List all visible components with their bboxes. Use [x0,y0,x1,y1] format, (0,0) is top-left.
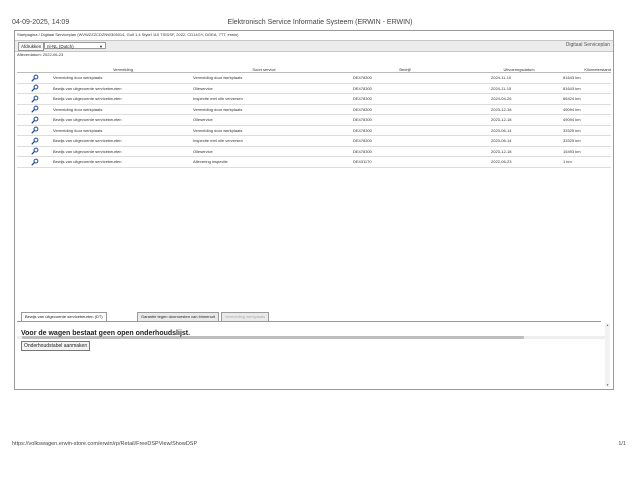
cell-vermelding: Bewijs van uitgevoerde servicebeurten [53,146,193,157]
cell-soort-service: Vermelding door werkplaats [193,104,335,115]
table-row[interactable] [17,115,611,126]
cell-vermelding: Bewijs van uitgevoerde servicebeurten [53,136,193,147]
delivery-date: Afleverdatum: 2022-06-23 [17,52,64,57]
cell-kilometerstand: 15493 km [563,146,611,157]
magnifier-icon[interactable] [31,126,39,134]
row-icon-cell[interactable] [17,104,53,115]
table-row[interactable] [17,136,611,147]
scroll-down-icon[interactable]: ▼ [606,383,609,387]
cell-vermelding: Bewijs van uitgevoerde servicebeurten [53,115,193,126]
col-header-bedrijf[interactable]: Bedrijf [335,60,475,73]
cell-datum: 2023-12-18 [475,115,563,126]
magnifier-icon[interactable] [31,147,39,155]
row-icon-cell[interactable] [17,73,53,84]
row-icon-cell[interactable] [17,125,53,136]
cell-vermelding: Vermelding door werkplaats [53,104,193,115]
detail-panel [17,321,601,388]
table-row[interactable] [17,94,611,105]
cell-datum: 2023-06-14 [475,125,563,136]
cell-kilometerstand: 81643 km [563,83,611,94]
status-message: Voor de wagen bestaat geen open onderhoudslijst. [21,330,191,337]
toolbar-title: Digitaal Serviceplan [565,42,610,48]
magnifier-icon[interactable] [31,95,39,103]
cell-datum: 2023-12-18 [475,104,563,115]
cell-bedrijf: DE478300 [335,73,475,84]
main-frame [14,30,614,390]
magnifier-icon[interactable] [31,105,39,113]
cell-vermelding: Vermelding door werkplaats [53,73,193,84]
cell-kilometerstand: 49094 km [563,115,611,126]
cell-vermelding: Bewijs van uitgevoerde servicebeurten [53,94,193,105]
breadcrumb: Startpagina / Digitaal Serviceplan (WVWZZZCDZNW305014, Golf 1.4 Styleİ 110 TSIDSF, 2022, CD14GY, DGEA, 7TT, erwin) [17,32,239,37]
row-icon-cell[interactable] [17,83,53,94]
create-maintenance-table-button[interactable]: Onderhoudstabel aanmaken [21,341,90,351]
cell-soort-service: Olieservice [193,115,335,126]
cell-kilometerstand: 33325 km [563,136,611,147]
tab-servicebeurten[interactable]: Bewijs van uitgevoerde servicebeurten (DT) [21,312,107,322]
table-row[interactable] [17,146,611,157]
table-header-row [17,60,611,73]
cell-datum: 2024-04-26 [475,94,563,105]
cell-soort-service: Olieservice [193,146,335,157]
cell-kilometerstand: 33325 km [563,125,611,136]
cell-vermelding: Bewijs van uitgevoerde servicebeurten [53,83,193,94]
magnifier-icon[interactable] [31,74,39,82]
cell-datum: 2023-12-18 [475,146,563,157]
page-title: Elektronisch Service Informatie Systeem (ERWIN - ERWIN) [227,19,413,26]
magnifier-icon[interactable] [31,137,39,145]
service-table [17,60,611,168]
cell-bedrijf: DE478300 [335,136,475,147]
vertical-scrollbar[interactable] [605,323,610,387]
cell-soort-service: Vermelding door werkplaats [193,125,335,136]
footer-url: https://volkswagen.erwin-store.com/erwin/rp/Retail/FreeDSPView/ShowDSP [12,441,198,447]
row-icon-cell[interactable] [17,115,53,126]
cell-bedrijf: DE478300 [335,115,475,126]
cell-kilometerstand: 1 km [563,157,611,168]
row-icon-cell[interactable] [17,136,53,147]
cell-datum: 2024-11-15 [475,83,563,94]
magnifier-icon[interactable] [31,158,39,166]
page-number: 1/1 [618,441,626,447]
scroll-up-icon[interactable]: ▲ [606,323,609,327]
magnifier-icon[interactable] [31,116,39,124]
cell-bedrijf: DE478300 [335,125,475,136]
cell-bedrijf: DE478300 [335,104,475,115]
cell-bedrijf: DE478300 [335,83,475,94]
print-button[interactable]: Afdrukken [18,42,44,51]
table-row[interactable] [17,125,611,136]
cell-kilometerstand: 49094 km [563,104,611,115]
cell-bedrijf: DE478300 [335,146,475,157]
table-row[interactable] [17,83,611,94]
cell-datum: 2023-06-14 [475,136,563,147]
magnifier-icon[interactable] [31,84,39,92]
chevron-down-icon: ▼ [99,44,103,49]
cell-soort-service: Aflevering inspectie [193,157,335,168]
toolbar [15,40,613,52]
cell-soort-service: Inspectie met olie verversen [193,94,335,105]
col-header-uitvoeringsdatum[interactable]: Uitvoeringsdatum [475,60,563,73]
col-header-vermelding[interactable]: Vermelding [53,60,193,73]
cell-kilometerstand: 66424 km [563,94,611,105]
language-value: nl-NL (Dutch) [47,44,74,49]
print-date: 04-09-2025, 14:09 [12,19,70,26]
col-header-kilometerstand[interactable]: Kilometerstand [563,60,611,73]
cell-bedrijf: DE478300 [335,94,475,105]
cell-soort-service: Vermelding door werkplaats [193,73,335,84]
cell-soort-service: Olieservice [193,83,335,94]
cell-datum: 2022-06-23 [475,157,563,168]
row-icon-cell[interactable] [17,94,53,105]
col-header-soort-service[interactable]: Soort service [193,60,335,73]
tab-vermelding-werkplaats[interactable]: Vermelding werkplaats [221,312,269,322]
table-row[interactable] [17,104,611,115]
cell-soort-service: Inspectie met olie verversen [193,136,335,147]
table-row[interactable] [17,157,611,168]
cell-datum: 2024-11-10 [475,73,563,84]
language-select[interactable] [44,42,106,49]
cell-vermelding: Vermelding door werkplaats [53,125,193,136]
row-icon-cell[interactable] [17,146,53,157]
col-header-icon [17,60,53,73]
tab-garantie[interactable]: Garantie tegen doorroesten van binnenuit [137,312,219,322]
cell-kilometerstand: 81643 km [563,73,611,84]
table-row[interactable] [17,73,611,84]
cell-bedrijf: DE431170 [335,157,475,168]
row-icon-cell[interactable] [17,157,53,168]
cell-vermelding: Bewijs van uitgevoerde servicebeurten [53,157,193,168]
